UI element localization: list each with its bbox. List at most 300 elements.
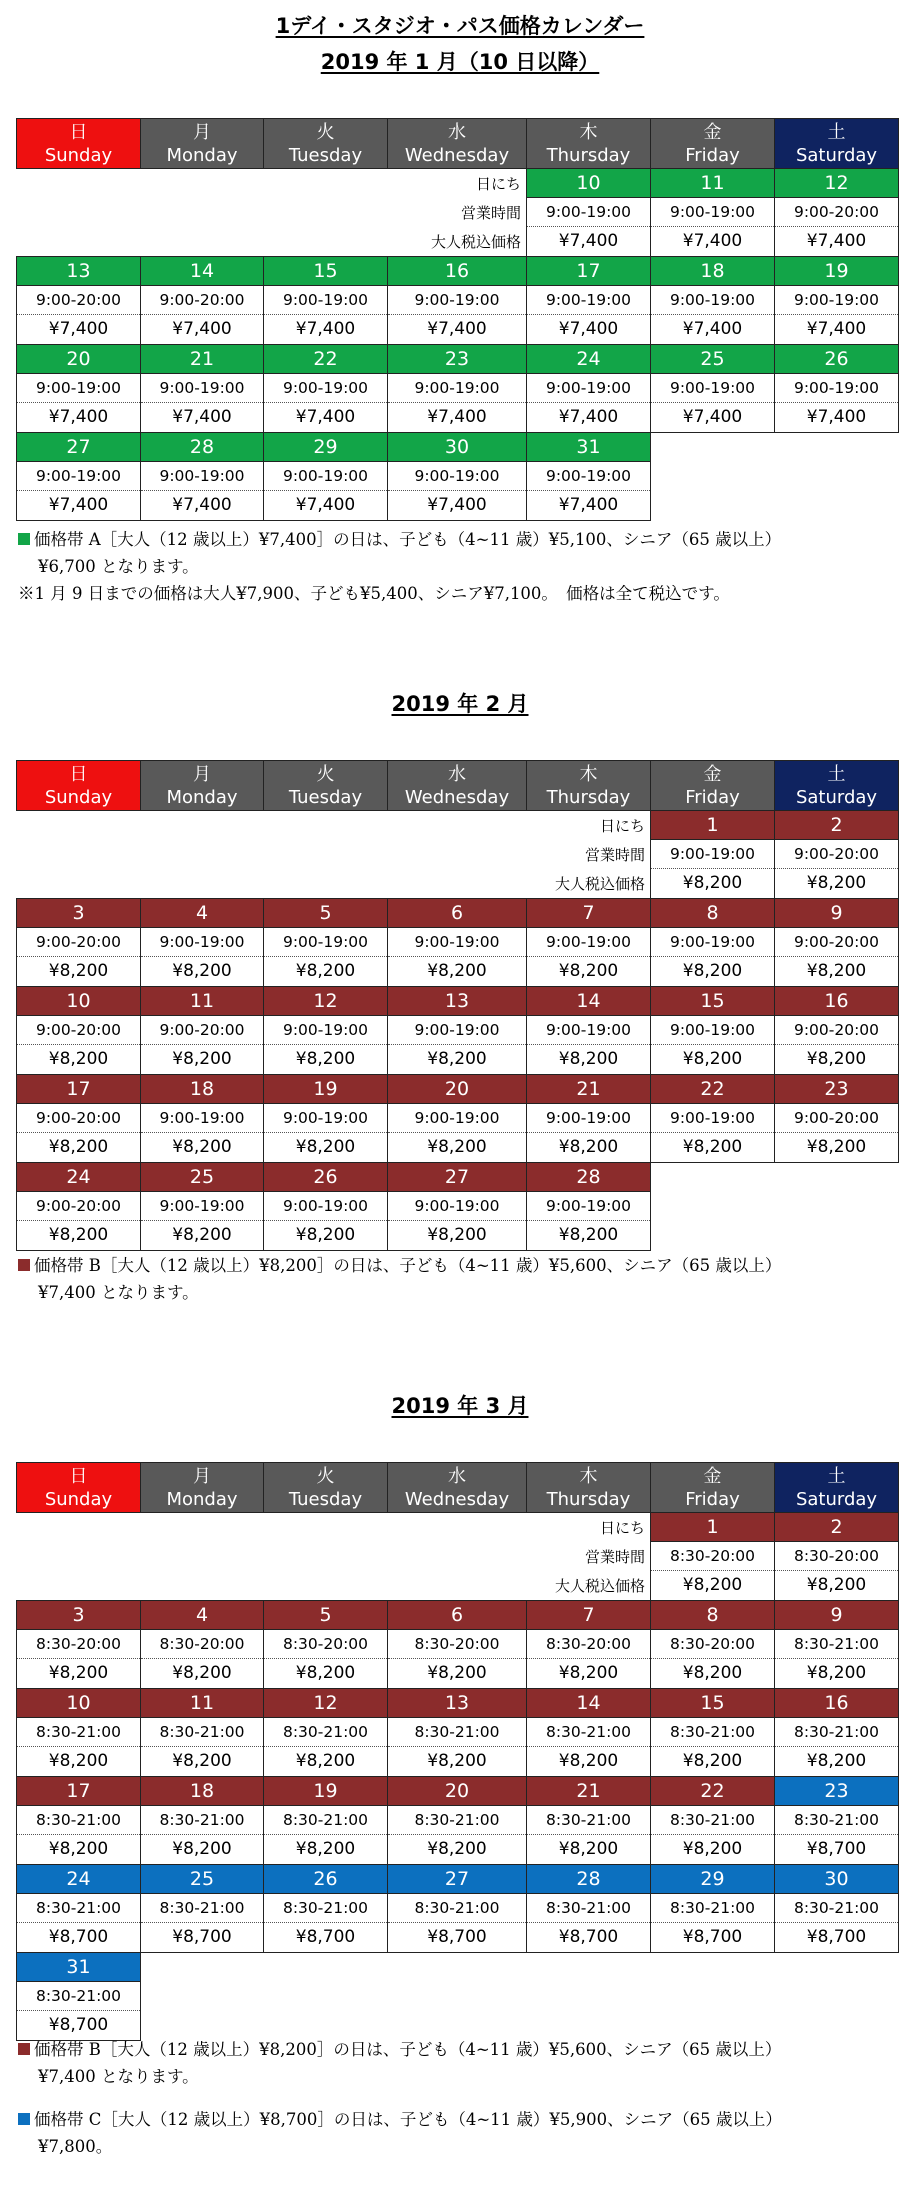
day-date-cell: 16 [775, 1689, 899, 1718]
day-price-cell: ¥8,200 [388, 957, 527, 987]
weekday-en: Thursday [546, 1488, 631, 1510]
day-price-cell: ¥7,400 [651, 227, 775, 257]
day-date-cell: 13 [388, 987, 527, 1016]
day-date-cell: 31 [527, 433, 651, 462]
weekday-en: Saturday [795, 786, 878, 808]
day-price-cell: ¥8,200 [388, 1747, 527, 1777]
note-text: 価格帯 C［大人（12 歳以上）¥8,700］の日は、子ども（4~11 歳）¥5,900、シニア（65 歳以上） [34, 2110, 782, 2129]
day-date-cell: 23 [775, 1777, 899, 1806]
date-row [17, 1865, 899, 1894]
day-hours-cell: 9:00-19:00 [141, 1104, 264, 1133]
price-row [17, 315, 899, 345]
day-price-cell: ¥8,200 [388, 1221, 527, 1251]
day-date-cell: 7 [527, 899, 651, 928]
day-date-cell: 21 [141, 345, 264, 374]
price-band-note [18, 526, 908, 580]
day-date-cell: 24 [17, 1163, 141, 1192]
day-hours-cell: 8:30-21:00 [775, 1894, 899, 1923]
day-hours-cell: 9:00-19:00 [264, 1104, 388, 1133]
day-hours-cell: 9:00-19:00 [264, 928, 388, 957]
date-row [17, 1953, 899, 1982]
day-date-cell: 5 [264, 899, 388, 928]
price-row [17, 403, 899, 433]
day-price-cell: ¥7,400 [388, 491, 527, 521]
day-price-cell: ¥8,200 [527, 1045, 651, 1075]
day-price-cell: ¥8,200 [527, 1221, 651, 1251]
weekday-jp: 土 [827, 1465, 846, 1487]
day-date-cell: 1 [651, 811, 775, 840]
band-color-square-icon [18, 1259, 30, 1271]
calendar-table [16, 118, 899, 521]
day-price-cell: ¥7,400 [264, 403, 388, 433]
day-date-cell: 23 [388, 345, 527, 374]
day-hours-cell: 9:00-20:00 [17, 1104, 141, 1133]
empty-cell [141, 1982, 264, 2011]
price-row [17, 957, 899, 987]
day-price-cell: ¥8,200 [388, 1133, 527, 1163]
note-text-continued: ¥7,400 となります。 [38, 1283, 199, 1302]
day-price-cell: ¥7,400 [651, 315, 775, 345]
day-hours-cell: 9:00-20:00 [775, 1016, 899, 1045]
empty-cell [651, 1163, 775, 1192]
day-hours-cell: 9:00-19:00 [264, 374, 388, 403]
day-price-cell: ¥7,400 [527, 403, 651, 433]
day-hours-cell: 9:00-20:00 [141, 1016, 264, 1045]
day-price-cell: ¥7,400 [264, 315, 388, 345]
day-date-cell: 25 [651, 345, 775, 374]
day-hours-cell: 9:00-19:00 [651, 1016, 775, 1045]
weekday-jp: 金 [703, 121, 722, 143]
price-band-note [18, 580, 908, 607]
day-price-cell: ¥8,200 [775, 869, 899, 899]
day-hours-cell: 8:30-21:00 [651, 1894, 775, 1923]
weekday-en: Wednesday [404, 1488, 510, 1510]
day-date-cell: 14 [141, 257, 264, 286]
day-hours-cell: 8:30-20:00 [141, 1630, 264, 1659]
day-date-cell: 9 [775, 1601, 899, 1630]
day-hours-cell: 9:00-19:00 [388, 286, 527, 315]
day-date-cell: 14 [527, 1689, 651, 1718]
empty-cell [775, 462, 899, 491]
day-price-cell: ¥8,200 [388, 1835, 527, 1865]
day-date-cell: 7 [527, 1601, 651, 1630]
empty-cell [775, 1192, 899, 1221]
day-price-cell: ¥7,400 [141, 491, 264, 521]
weekday-en: Friday [685, 144, 740, 166]
day-date-cell: 26 [775, 345, 899, 374]
day-date-cell: 9 [775, 899, 899, 928]
weekday-en: Sunday [44, 1488, 113, 1510]
day-hours-cell: 8:30-21:00 [264, 1806, 388, 1835]
price-band-note [18, 2106, 908, 2160]
price-row [17, 869, 899, 899]
day-price-cell: ¥7,400 [651, 403, 775, 433]
day-hours-cell: 9:00-19:00 [264, 1016, 388, 1045]
weekday-header-friday [651, 1463, 775, 1513]
price-row [17, 1659, 899, 1689]
day-hours-cell: 9:00-20:00 [775, 1104, 899, 1133]
day-date-cell: 19 [264, 1777, 388, 1806]
weekday-header-tuesday [264, 119, 388, 169]
day-price-cell: ¥8,200 [388, 1045, 527, 1075]
hours-row [17, 462, 899, 491]
empty-cell [651, 1982, 775, 2011]
day-price-cell: ¥8,200 [264, 1045, 388, 1075]
day-date-cell: 11 [651, 169, 775, 198]
row-label-date: 日にち [599, 816, 645, 835]
row-label-price: 大人税込価格 [430, 232, 521, 251]
day-hours-cell: 9:00-19:00 [141, 1192, 264, 1221]
day-price-cell: ¥7,400 [527, 315, 651, 345]
month-title: 2019 年 2 月 [391, 692, 529, 716]
day-price-cell: ¥8,200 [651, 869, 775, 899]
empty-cell [388, 1953, 527, 1982]
hours-row [17, 928, 899, 957]
band-color-square-icon [18, 533, 30, 545]
weekday-header-wednesday [388, 1463, 527, 1513]
note-text: 価格帯 B［大人（12 歳以上）¥8,200］の日は、子ども（4~11 歳）¥5,600、シニア（65 歳以上） [34, 2040, 782, 2059]
day-price-cell: ¥8,200 [527, 1835, 651, 1865]
day-date-cell: 28 [527, 1865, 651, 1894]
day-price-cell: ¥8,700 [388, 1923, 527, 1953]
weekday-en: Thursday [546, 144, 631, 166]
day-date-cell: 20 [388, 1777, 527, 1806]
note-text-continued: ¥7,800。 [38, 2137, 113, 2156]
day-date-cell: 21 [527, 1075, 651, 1104]
day-date-cell: 8 [651, 899, 775, 928]
calendar-table [16, 1462, 899, 2041]
band-color-square-icon [18, 2043, 30, 2055]
day-date-cell: 16 [388, 257, 527, 286]
empty-cell [775, 433, 899, 462]
day-hours-cell: 9:00-19:00 [527, 1016, 651, 1045]
row-label-date: 日にち [599, 1518, 645, 1537]
date-row [17, 169, 899, 198]
day-date-cell: 14 [527, 987, 651, 1016]
day-price-cell: ¥8,200 [141, 1659, 264, 1689]
hours-row [17, 198, 899, 227]
day-date-cell: 17 [527, 257, 651, 286]
day-price-cell: ¥8,200 [141, 1747, 264, 1777]
day-hours-cell: 9:00-19:00 [141, 374, 264, 403]
day-price-cell: ¥8,200 [651, 1835, 775, 1865]
price-row [17, 1133, 899, 1163]
day-hours-cell: 9:00-19:00 [264, 286, 388, 315]
date-row [17, 811, 899, 840]
day-hours-cell: 8:30-21:00 [527, 1806, 651, 1835]
date-row [17, 1689, 899, 1718]
day-price-cell: ¥8,200 [775, 1133, 899, 1163]
day-hours-cell: 8:30-21:00 [264, 1718, 388, 1747]
weekday-header-tuesday [264, 1463, 388, 1513]
day-price-cell: ¥8,700 [775, 1835, 899, 1865]
day-hours-cell: 9:00-20:00 [775, 840, 899, 869]
day-hours-cell: 8:30-21:00 [17, 1806, 141, 1835]
day-hours-cell: 9:00-19:00 [527, 462, 651, 491]
weekday-jp: 月 [193, 763, 211, 785]
day-hours-cell: 8:30-21:00 [17, 1894, 141, 1923]
weekday-header-monday [141, 1463, 264, 1513]
day-date-cell: 2 [775, 811, 899, 840]
day-date-cell: 11 [141, 1689, 264, 1718]
day-date-cell: 30 [388, 433, 527, 462]
day-price-cell: ¥7,400 [141, 315, 264, 345]
day-date-cell: 21 [527, 1777, 651, 1806]
day-price-cell: ¥8,200 [141, 957, 264, 987]
weekday-jp: 水 [448, 1465, 466, 1487]
day-hours-cell: 8:30-20:00 [775, 1542, 899, 1571]
empty-cell [388, 1982, 527, 2011]
day-price-cell: ¥8,200 [264, 957, 388, 987]
day-hours-cell: 8:30-21:00 [17, 1718, 141, 1747]
day-price-cell: ¥8,200 [527, 1747, 651, 1777]
day-hours-cell: 9:00-19:00 [141, 928, 264, 957]
hours-row [17, 1718, 899, 1747]
day-hours-cell: 8:30-20:00 [388, 1630, 527, 1659]
empty-cell [651, 1953, 775, 1982]
day-price-cell: ¥8,200 [141, 1133, 264, 1163]
day-price-cell: ¥7,400 [264, 491, 388, 521]
date-row [17, 1075, 899, 1104]
day-price-cell: ¥8,200 [264, 1221, 388, 1251]
row-label-price: 大人税込価格 [554, 1576, 645, 1595]
empty-cell [775, 1982, 899, 2011]
weekday-jp: 土 [827, 121, 846, 143]
day-date-cell: 15 [264, 257, 388, 286]
day-hours-cell: 9:00-19:00 [527, 374, 651, 403]
day-price-cell: ¥8,200 [527, 1659, 651, 1689]
day-price-cell: ¥8,200 [17, 1835, 141, 1865]
weekday-en: Friday [685, 786, 740, 808]
date-row [17, 987, 899, 1016]
day-hours-cell: 9:00-20:00 [141, 286, 264, 315]
hours-row [17, 1806, 899, 1835]
day-price-cell: ¥8,200 [17, 1747, 141, 1777]
weekday-header-thursday [527, 761, 651, 811]
day-date-cell: 15 [651, 987, 775, 1016]
weekday-header-thursday [527, 1463, 651, 1513]
empty-cell [775, 1163, 899, 1192]
day-date-cell: 27 [17, 433, 141, 462]
day-hours-cell: 9:00-19:00 [651, 840, 775, 869]
weekday-header-tuesday [264, 761, 388, 811]
weekday-jp: 水 [448, 121, 466, 143]
day-hours-cell: 9:00-19:00 [17, 374, 141, 403]
weekday-jp: 月 [193, 1465, 211, 1487]
day-date-cell: 18 [651, 257, 775, 286]
weekday-en: Saturday [795, 1488, 878, 1510]
day-date-cell: 16 [775, 987, 899, 1016]
day-price-cell: ¥7,400 [527, 491, 651, 521]
day-hours-cell: 9:00-19:00 [388, 462, 527, 491]
day-hours-cell: 8:30-21:00 [141, 1718, 264, 1747]
hours-row [17, 1630, 899, 1659]
price-band-note [18, 2036, 908, 2090]
hours-row [17, 1894, 899, 1923]
weekday-jp: 木 [579, 121, 598, 143]
hours-row [17, 286, 899, 315]
date-row [17, 1163, 899, 1192]
day-hours-cell: 8:30-21:00 [141, 1806, 264, 1835]
month-title: 2019 年 3 月 [391, 1394, 529, 1418]
day-hours-cell: 8:30-20:00 [17, 1630, 141, 1659]
day-price-cell: ¥8,700 [651, 1923, 775, 1953]
weekday-en: Sunday [44, 786, 113, 808]
day-price-cell: ¥8,200 [264, 1133, 388, 1163]
empty-cell [651, 491, 775, 521]
weekday-header-row [17, 761, 899, 811]
empty-cell [527, 1982, 651, 2011]
day-price-cell: ¥8,200 [17, 1133, 141, 1163]
day-date-cell: 10 [17, 987, 141, 1016]
hours-row [17, 1542, 899, 1571]
empty-cell [651, 1192, 775, 1221]
weekday-header-sunday [17, 119, 141, 169]
day-date-cell: 13 [17, 257, 141, 286]
weekday-header-wednesday [388, 761, 527, 811]
day-price-cell: ¥8,200 [775, 1747, 899, 1777]
day-date-cell: 1 [651, 1513, 775, 1542]
day-hours-cell: 9:00-19:00 [651, 1104, 775, 1133]
empty-cell [651, 1221, 775, 1251]
weekday-jp: 日 [69, 121, 88, 143]
day-price-cell: ¥8,200 [17, 1221, 141, 1251]
day-hours-cell: 9:00-19:00 [651, 198, 775, 227]
day-hours-cell: 8:30-21:00 [527, 1718, 651, 1747]
day-hours-cell: 9:00-19:00 [651, 928, 775, 957]
day-hours-cell: 8:30-21:00 [388, 1894, 527, 1923]
day-price-cell: ¥8,700 [141, 1923, 264, 1953]
day-date-cell: 29 [651, 1865, 775, 1894]
price-row [17, 1221, 899, 1251]
weekday-header-friday [651, 761, 775, 811]
row-label-hours: 営業時間 [584, 1547, 645, 1566]
day-hours-cell: 9:00-19:00 [651, 286, 775, 315]
row-label-hours: 営業時間 [460, 203, 521, 222]
page-title: 1デイ・スタジオ・パス価格カレンダー [275, 14, 645, 38]
month-title: 2019 年 1 月（10 日以降） [320, 50, 600, 74]
day-date-cell: 22 [651, 1075, 775, 1104]
day-date-cell: 11 [141, 987, 264, 1016]
weekday-jp: 火 [316, 763, 335, 785]
day-date-cell: 6 [388, 899, 527, 928]
day-hours-cell: 9:00-20:00 [775, 928, 899, 957]
day-price-cell: ¥8,200 [651, 1659, 775, 1689]
day-price-cell: ¥8,200 [17, 1045, 141, 1075]
day-date-cell: 25 [141, 1163, 264, 1192]
day-hours-cell: 8:30-21:00 [388, 1806, 527, 1835]
day-hours-cell: 9:00-20:00 [17, 286, 141, 315]
day-date-cell: 26 [264, 1865, 388, 1894]
day-date-cell: 12 [264, 987, 388, 1016]
day-price-cell: ¥8,200 [264, 1835, 388, 1865]
hours-row [17, 1104, 899, 1133]
day-date-cell: 28 [141, 433, 264, 462]
weekday-en: Wednesday [404, 144, 510, 166]
weekday-jp: 日 [69, 1465, 88, 1487]
day-hours-cell: 9:00-20:00 [17, 1192, 141, 1221]
day-date-cell: 17 [17, 1777, 141, 1806]
day-price-cell: ¥8,200 [775, 1045, 899, 1075]
day-date-cell: 29 [264, 433, 388, 462]
day-price-cell: ¥7,400 [775, 315, 899, 345]
day-date-cell: 27 [388, 1865, 527, 1894]
day-date-cell: 3 [17, 899, 141, 928]
hours-row [17, 840, 899, 869]
day-price-cell: ¥8,200 [651, 1571, 775, 1601]
day-date-cell: 2 [775, 1513, 899, 1542]
day-date-cell: 4 [141, 1601, 264, 1630]
price-row [17, 1747, 899, 1777]
weekday-header-friday [651, 119, 775, 169]
day-date-cell: 8 [651, 1601, 775, 1630]
hours-row [17, 1192, 899, 1221]
day-hours-cell: 9:00-19:00 [388, 1192, 527, 1221]
date-row [17, 1777, 899, 1806]
day-date-cell: 31 [17, 1953, 141, 1982]
day-price-cell: ¥7,400 [388, 315, 527, 345]
day-price-cell: ¥8,200 [651, 1133, 775, 1163]
weekday-header-monday [141, 119, 264, 169]
weekday-header-sunday [17, 1463, 141, 1513]
day-date-cell: 23 [775, 1075, 899, 1104]
day-hours-cell: 9:00-19:00 [527, 286, 651, 315]
day-date-cell: 15 [651, 1689, 775, 1718]
day-date-cell: 12 [775, 169, 899, 198]
day-hours-cell: 8:30-21:00 [775, 1718, 899, 1747]
day-date-cell: 4 [141, 899, 264, 928]
day-hours-cell: 9:00-19:00 [527, 1104, 651, 1133]
day-date-cell: 17 [17, 1075, 141, 1104]
day-hours-cell: 8:30-21:00 [775, 1806, 899, 1835]
day-date-cell: 20 [388, 1075, 527, 1104]
day-price-cell: ¥8,200 [775, 1659, 899, 1689]
day-hours-cell: 9:00-19:00 [388, 1016, 527, 1045]
weekday-header-monday [141, 761, 264, 811]
day-hours-cell: 8:30-21:00 [264, 1894, 388, 1923]
day-price-cell: ¥8,700 [17, 1923, 141, 1953]
weekday-header-sunday [17, 761, 141, 811]
day-price-cell: ¥8,200 [527, 957, 651, 987]
day-price-cell: ¥8,200 [264, 1659, 388, 1689]
day-price-cell: ¥8,200 [651, 1045, 775, 1075]
day-hours-cell: 9:00-20:00 [17, 1016, 141, 1045]
day-hours-cell: 8:30-21:00 [141, 1894, 264, 1923]
day-price-cell: ¥8,700 [527, 1923, 651, 1953]
price-row [17, 1923, 899, 1953]
weekday-en: Friday [685, 1488, 740, 1510]
day-hours-cell: 9:00-19:00 [388, 928, 527, 957]
day-hours-cell: 9:00-19:00 [527, 1192, 651, 1221]
weekday-jp: 火 [316, 1465, 335, 1487]
day-price-cell: ¥8,200 [775, 957, 899, 987]
day-hours-cell: 9:00-19:00 [527, 198, 651, 227]
day-hours-cell: 8:30-20:00 [527, 1630, 651, 1659]
day-hours-cell: 8:30-21:00 [651, 1806, 775, 1835]
empty-cell [264, 1953, 388, 1982]
day-date-cell: 25 [141, 1865, 264, 1894]
weekday-header-saturday [775, 119, 899, 169]
day-hours-cell: 8:30-20:00 [651, 1630, 775, 1659]
empty-cell [775, 1953, 899, 1982]
weekday-en: Monday [166, 144, 238, 166]
weekday-jp: 火 [316, 121, 335, 143]
day-price-cell: ¥8,200 [388, 1659, 527, 1689]
row-label-date: 日にち [475, 174, 521, 193]
day-hours-cell: 9:00-19:00 [527, 928, 651, 957]
weekday-en: Tuesday [288, 1488, 363, 1510]
day-price-cell: ¥7,400 [775, 403, 899, 433]
